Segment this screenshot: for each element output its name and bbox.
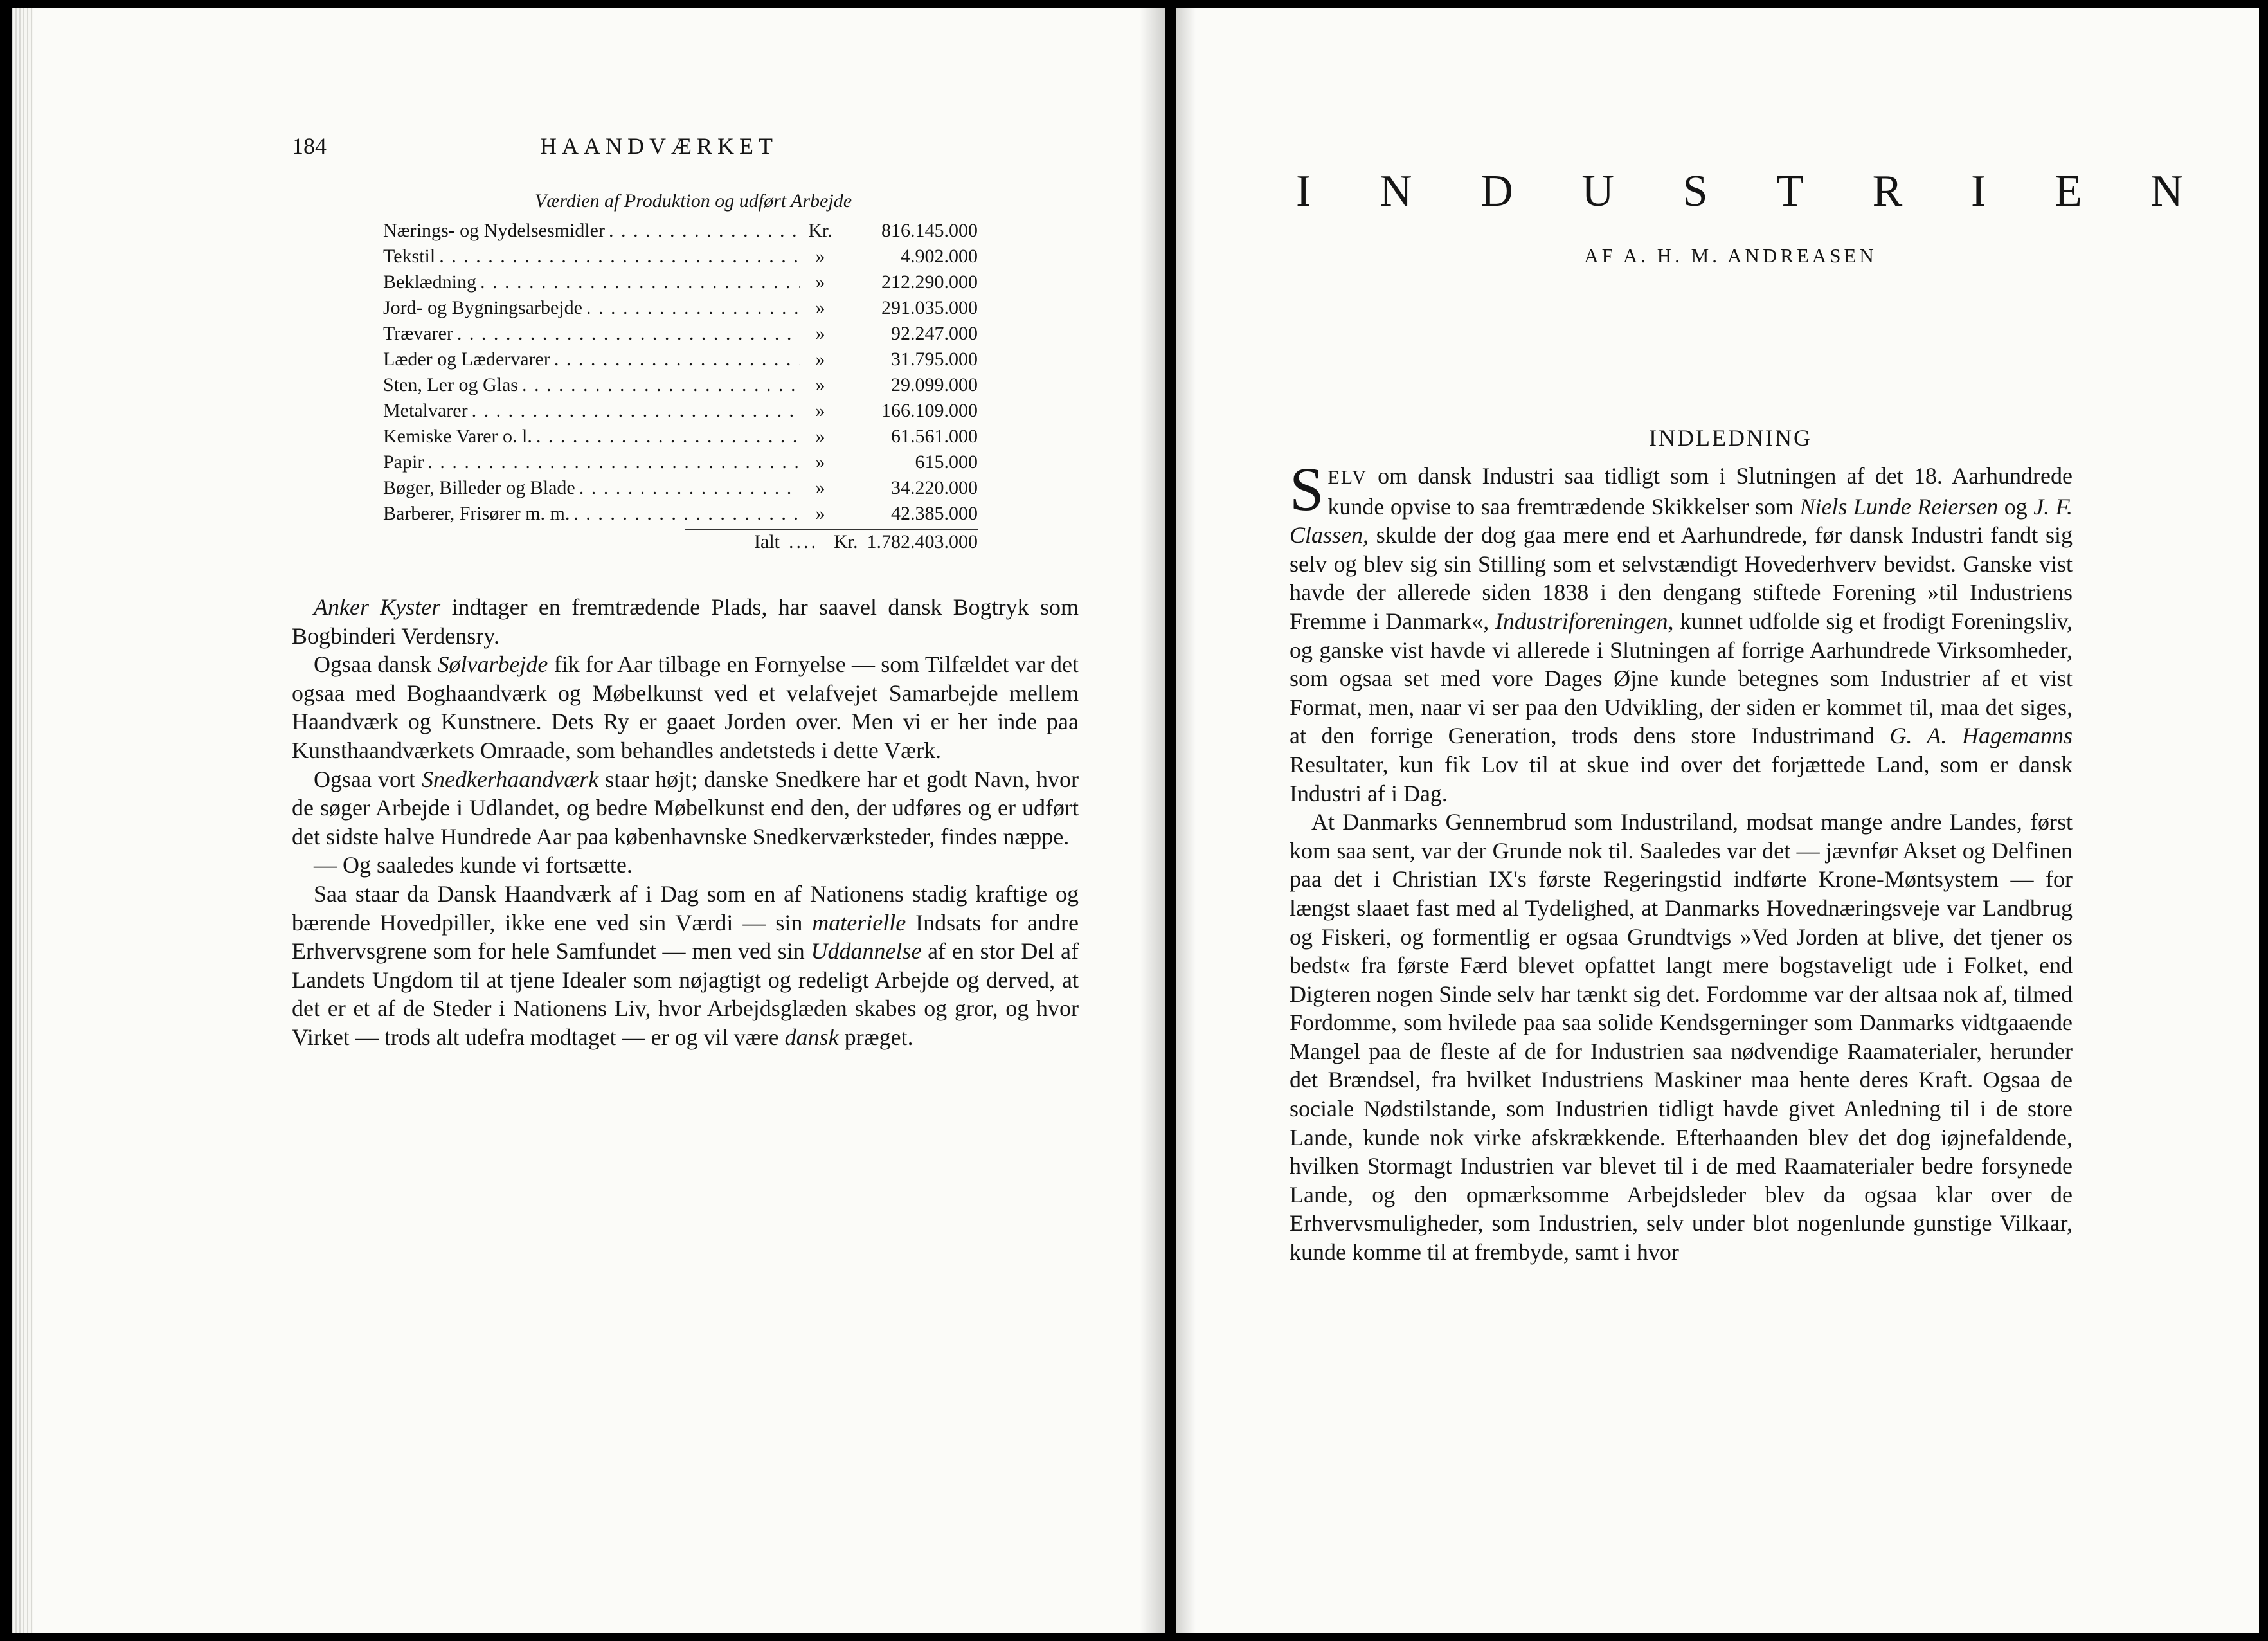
row-label: Tekstil <box>383 246 436 267</box>
row-currency: » <box>815 374 825 395</box>
row-value: 615.000 <box>915 451 978 473</box>
text-run: staar højt; danske Snedkere har et godt Navn, hvor de søger Arbejde i Udlandet, og bedre Møbelkunst end den, der udføres og er udført det sidste halve Hundrede Aar paa københavnske Snedkerværksteder, findes næppe. <box>292 766 1079 849</box>
table-row <box>383 349 978 374</box>
table-rows <box>383 220 978 529</box>
row-currency: » <box>815 426 825 447</box>
row-currency: » <box>815 451 825 473</box>
row-currency: » <box>815 271 825 293</box>
paragraph <box>292 650 1079 765</box>
row-currency: » <box>815 503 825 524</box>
section-heading: INDLEDNING <box>1649 425 1812 451</box>
page-edge <box>12 8 33 1633</box>
title-letter: U <box>1581 167 1614 216</box>
text-run: Resultater, kun fik Lov til at skue ind over det forjættede Land, som er dansk Industri af i Dag. <box>1290 751 2073 806</box>
title-letter: T <box>1776 167 1804 216</box>
row-leader-dots <box>554 349 800 370</box>
row-currency: » <box>815 477 825 498</box>
total-label: Ialt <box>754 531 780 552</box>
row-leader-dots <box>522 374 800 396</box>
table-row <box>383 400 978 426</box>
table-row <box>383 477 978 503</box>
italic-text: Uddannelse <box>811 938 922 965</box>
row-leader-dots <box>609 220 800 242</box>
text-run: præget. <box>838 1024 914 1050</box>
production-table <box>383 190 978 559</box>
row-label: Beklædning <box>383 271 477 293</box>
row-value: 92.247.000 <box>891 323 978 344</box>
text-run: indtager en fremtrædende Plads, har saavel dansk Bogtryk som Bogbinderi Verdensry. <box>292 594 1079 649</box>
total-dots: .... <box>789 531 818 552</box>
row-value: 4.902.000 <box>901 246 978 267</box>
row-leader-dots <box>480 271 800 293</box>
row-label: Sten, Ler og Glas <box>383 374 518 395</box>
row-leader-dots <box>536 426 800 448</box>
table-row <box>383 374 978 400</box>
text-run: Indsats for andre Erhvervsgrene som for hele Samfundet — men ved sin <box>292 909 1079 965</box>
table-row <box>383 451 978 477</box>
table-row <box>383 246 978 271</box>
paragraph <box>292 851 1079 880</box>
italic-text: Industriforeningen, <box>1495 608 1674 634</box>
small-caps-word: ELV <box>1328 467 1367 488</box>
row-leader-dots <box>579 477 800 499</box>
text-run: kunnet udfolde sig et frodigt Foreningsliv, og ganske vist havde vi allerede i Slutningen af forrige Aarhundrede Virksomheder, som ogsaa set med vore Dages Øjne kunde betegnes som Industrier af et vist Format, men, naar vi ser paa den Udvikling, der siden er kommet til, maa det siges, at den forrige Generation, trods dens store Industrimand <box>1290 608 2073 749</box>
gutter-shadow <box>1140 8 1166 1633</box>
italic-text: Anker Kyster <box>314 594 441 620</box>
paragraph <box>1290 455 2073 808</box>
row-label: Nærings- og Nydelsesmidler <box>383 220 605 241</box>
title-letter: N <box>2150 167 2183 216</box>
row-currency: » <box>815 323 825 344</box>
italic-text: G. A. Hagemanns <box>1889 723 2073 749</box>
title-letter: I <box>1296 167 1311 216</box>
right-body-text <box>1290 455 2073 1267</box>
title-letter: N <box>1379 167 1412 216</box>
table-row <box>383 426 978 451</box>
left-page <box>12 8 1166 1633</box>
text-run: af en stor Del af Landets Ungdom til at tjene Idealer som nøjagtigt og redeligt Arbejde og derved, at det er et af de Steder i Nationens Liv, hvor Arbejdsglæden skabes og gror, og hvor Virket — trods alt udefra modtaget — er og vil være <box>292 938 1079 1050</box>
table-row <box>383 503 978 529</box>
table-row <box>383 271 978 297</box>
row-leader-dots <box>472 400 800 422</box>
row-value: 31.795.000 <box>891 349 978 370</box>
row-leader-dots <box>457 323 800 345</box>
row-currency: » <box>815 246 825 267</box>
total-value: 1.782.403.000 <box>867 531 978 552</box>
chapter-title <box>1296 166 2183 217</box>
text-run: Ogsaa dansk <box>314 651 438 678</box>
text-run: Saa staar da Dansk Haandværk af i Dag som en af Nationens stadig kraftige og bærende Hovedpiller, ikke ene ved sin Værdi — sin <box>292 880 1079 936</box>
page-number: 184 <box>292 133 327 159</box>
row-leader-dots <box>573 503 800 525</box>
text-run: At Danmarks Gennembrud som Industriland, modsat mange andre Landes, først kom saa sent, var der Grunde nok til. Saaledes var det — jævnfør Akset og Delfinen paa det i Christian IX's første Regeringstid indførte Krone-Møntsystem — for længst slaaet fast med al Tydelighed, at Danmarks Hovednæringsveje var Landbrug og Fiskeri, og formentlig er ogsaa Grundtvigs »Ved Jorden at blive, det tjener os bedst« fra første Færd blevet opfattet langt mere bogstaveligt ude i Folket, end Digteren nogen Sinde selv har tænkt sig det. Fordomme var der altsaa nok af, tilmed Fordomme, som hvilede paa saa solide Kendsgerninger som Danmarks vidtgaaende Mangel paa de fleste af de for Industrien saa nødvendige Raamaterialer, herunder det Brændsel, fra hvilket Industriens Maskiner maa hente deres Kraft. Ogsaa de sociale Nødstilstande, som Industrien tidligt havde givet Anledning til i de store Lande, kunde nok virke afskrækkende. Efterhaanden blev det dog iøjnefaldende, hvilken Stormagt Industrien var blevet til i de med Raamaterialer bedre forsynede Lande, og den opmærksomme Arbejdsleder blev da ogsaa klar over de Erhvervsmuligheder, som Industrien, selv under blot nogenlunde gunstige Vilkaar, kunde komme til at frembyde, samt i hvor <box>1290 809 2073 1265</box>
right-page <box>1176 8 2259 1633</box>
title-letter: S <box>1682 167 1708 216</box>
running-title: HAANDVÆRKET <box>540 133 778 159</box>
row-label: Metalvarer <box>383 400 468 421</box>
row-currency: » <box>815 349 825 370</box>
italic-text: materielle <box>812 909 906 936</box>
paragraph <box>292 765 1079 851</box>
row-label: Papir <box>383 451 424 473</box>
row-label: Barberer, Frisører m. m. <box>383 503 570 524</box>
paragraph <box>292 880 1079 1052</box>
row-value: 61.561.000 <box>891 426 978 447</box>
title-letter: D <box>1480 167 1513 216</box>
table-caption: Værdien af Produktion og udført Arbejde <box>534 190 852 212</box>
row-label: Trævarer <box>383 323 453 344</box>
byline: AF A. H. M. ANDREASEN <box>1584 244 1877 267</box>
title-letter: I <box>1971 167 1986 216</box>
italic-text: J. F. Classen, <box>1290 493 2073 549</box>
row-leader-dots <box>586 297 800 319</box>
italic-text: Sølvarbejde <box>437 651 548 678</box>
row-leader-dots <box>439 246 800 267</box>
table-row <box>383 323 978 349</box>
text-run: om dansk Industri saa tidligt som i Slutningen af det 18. Aarhundrede kunde opvise to saa fremtrædende Skikkelser som <box>1328 463 2073 520</box>
paragraph <box>292 593 1079 650</box>
row-value: 29.099.000 <box>891 374 978 395</box>
row-leader-dots <box>428 451 800 473</box>
row-value: 212.290.000 <box>881 271 978 293</box>
text-run: fik for Aar tilbage en Fornyelse — som Tilfældet var det ogsaa med Boghaandværk og Møbelkunst ved et velafvejet Samarbejde mellem Haandværk og Kunstnere. Dets Ry er gaaet Jorden over. Men vi er her inde paa Kunsthaandværkets Omraade, som behandles andetsteds i dette Værk. <box>292 651 1079 763</box>
row-currency: » <box>815 400 825 421</box>
italic-text: Niels Lunde Reiersen <box>1799 493 1999 520</box>
italic-text: dansk <box>784 1024 839 1050</box>
row-value: 291.035.000 <box>881 297 978 318</box>
row-value: 816.145.000 <box>881 220 978 241</box>
title-letter: E <box>2054 167 2082 216</box>
row-currency: Kr. <box>808 220 833 241</box>
row-label: Kemiske Varer o. l. <box>383 426 532 447</box>
row-currency: » <box>815 297 825 318</box>
row-label: Læder og Lædervarer <box>383 349 550 370</box>
drop-cap: S <box>1290 455 1324 523</box>
text-run: og <box>1998 493 2034 520</box>
italic-text: Snedkerhaandværk <box>421 766 599 792</box>
row-label: Jord- og Bygningsarbejde <box>383 297 582 318</box>
text-run: skulde der dog gaa mere end et Aarhundrede, før dansk Industri fandt sig selv og blev sig sin Stilling som et selvstændigt Hovederhverv bevidst. Ganske vist havde der allerede siden 1838 i den dengang stiftede Forening »til Industriens Fremme i Danmark«, <box>1290 522 2073 634</box>
text-run: — Og saaledes kunde vi fortsætte. <box>314 852 633 878</box>
paragraph <box>1290 808 2073 1267</box>
total-currency: Kr. <box>834 531 858 552</box>
row-value: 42.385.000 <box>891 503 978 524</box>
table-row <box>383 297 978 323</box>
table-row <box>383 220 978 246</box>
row-value: 34.220.000 <box>891 477 978 498</box>
row-value: 166.109.000 <box>881 400 978 421</box>
row-label: Bøger, Billeder og Blade <box>383 477 575 498</box>
table-total-row <box>685 529 978 559</box>
title-letter: R <box>1872 167 1903 216</box>
left-body-text <box>292 593 1079 1052</box>
text-run: Ogsaa vort <box>314 766 422 792</box>
